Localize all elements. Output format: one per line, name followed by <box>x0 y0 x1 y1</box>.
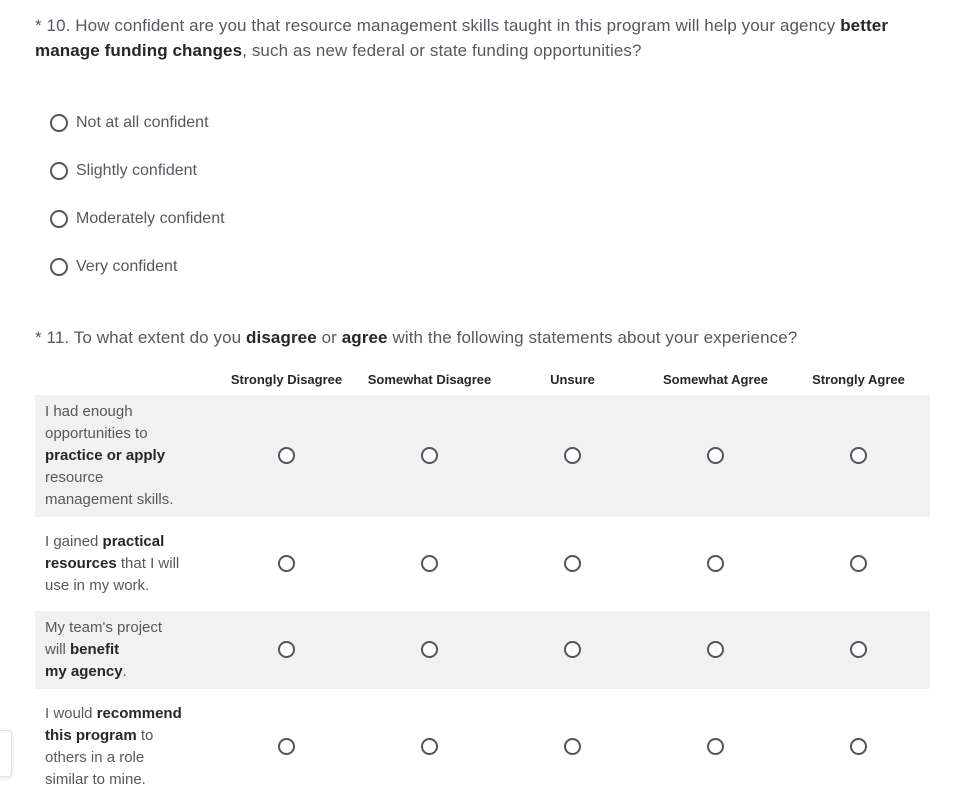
q10-option-label: Not at all confident <box>76 114 209 131</box>
matrix-column-header-somewhat-agree: Somewhat Agree <box>663 372 768 387</box>
matrix-radio[interactable] <box>564 447 581 464</box>
matrix-radio[interactable] <box>850 738 867 755</box>
question-10-title: * 10. How confident are you that resource management skills taught in this program will help your agency better manage funding changes, such as new federal or state funding opportunities? <box>35 16 889 60</box>
matrix-row-label: My team's project will benefit my agency. <box>35 611 215 689</box>
question-10-options <box>50 99 933 291</box>
q10-option-not-at-all[interactable] <box>50 99 933 147</box>
matrix-radio[interactable] <box>278 738 295 755</box>
matrix-row-recommend-program <box>35 697 930 797</box>
q10-option-very[interactable] <box>50 243 933 291</box>
radio-button-icon[interactable] <box>50 210 68 228</box>
matrix-column-header-strongly-disagree: Strongly Disagree <box>230 372 343 387</box>
matrix-radio[interactable] <box>278 447 295 464</box>
matrix-radio[interactable] <box>850 641 867 658</box>
matrix-radio[interactable] <box>707 555 724 572</box>
matrix-radio[interactable] <box>421 555 438 572</box>
matrix-row-label: I gained practical resources that I will use in my work. <box>45 533 180 594</box>
q10-option-slightly[interactable] <box>50 147 933 195</box>
q10-option-label: Very confident <box>76 258 178 275</box>
matrix-radio[interactable] <box>278 641 295 658</box>
radio-button-icon[interactable] <box>50 258 68 276</box>
radio-button-icon[interactable] <box>50 162 68 180</box>
matrix-radio[interactable] <box>707 447 724 464</box>
matrix-radio[interactable] <box>278 555 295 572</box>
q10-option-label: Slightly confident <box>76 162 197 179</box>
matrix-header-row <box>35 372 930 387</box>
matrix-row-label: I would recommend this program to others in a role similar to mine. <box>45 705 182 788</box>
matrix-radio[interactable] <box>421 641 438 658</box>
matrix-row-benefit-my-agency <box>35 611 930 689</box>
q10-option-moderately[interactable] <box>50 195 933 243</box>
matrix-column-header-somewhat-disagree: Somewhat Disagree <box>367 372 492 387</box>
matrix-row-practice-or-apply <box>35 395 930 517</box>
matrix-radio[interactable] <box>850 447 867 464</box>
matrix-radio[interactable] <box>564 555 581 572</box>
matrix-radio[interactable] <box>707 738 724 755</box>
matrix-column-header-strongly-agree: Strongly Agree <box>812 372 905 387</box>
matrix-table <box>35 364 930 799</box>
matrix-radio[interactable] <box>421 447 438 464</box>
question-11-title: * 11. To what extent do you disagree or agree with the following statements about your experience? <box>35 328 798 347</box>
q10-option-label: Moderately confident <box>76 210 225 227</box>
matrix-row-practical-resources <box>35 525 930 603</box>
matrix-column-header-unsure: Unsure <box>550 372 595 387</box>
left-edge-tab[interactable] <box>0 730 12 777</box>
matrix-row-label: I had enough opportunities to practice or apply resource management skills. <box>35 395 215 517</box>
matrix-radio[interactable] <box>564 738 581 755</box>
matrix-radio[interactable] <box>707 641 724 658</box>
radio-button-icon[interactable] <box>50 114 68 132</box>
matrix-radio[interactable] <box>850 555 867 572</box>
matrix-header-spacer <box>35 372 215 387</box>
matrix-radio[interactable] <box>564 641 581 658</box>
matrix-radio[interactable] <box>421 738 438 755</box>
